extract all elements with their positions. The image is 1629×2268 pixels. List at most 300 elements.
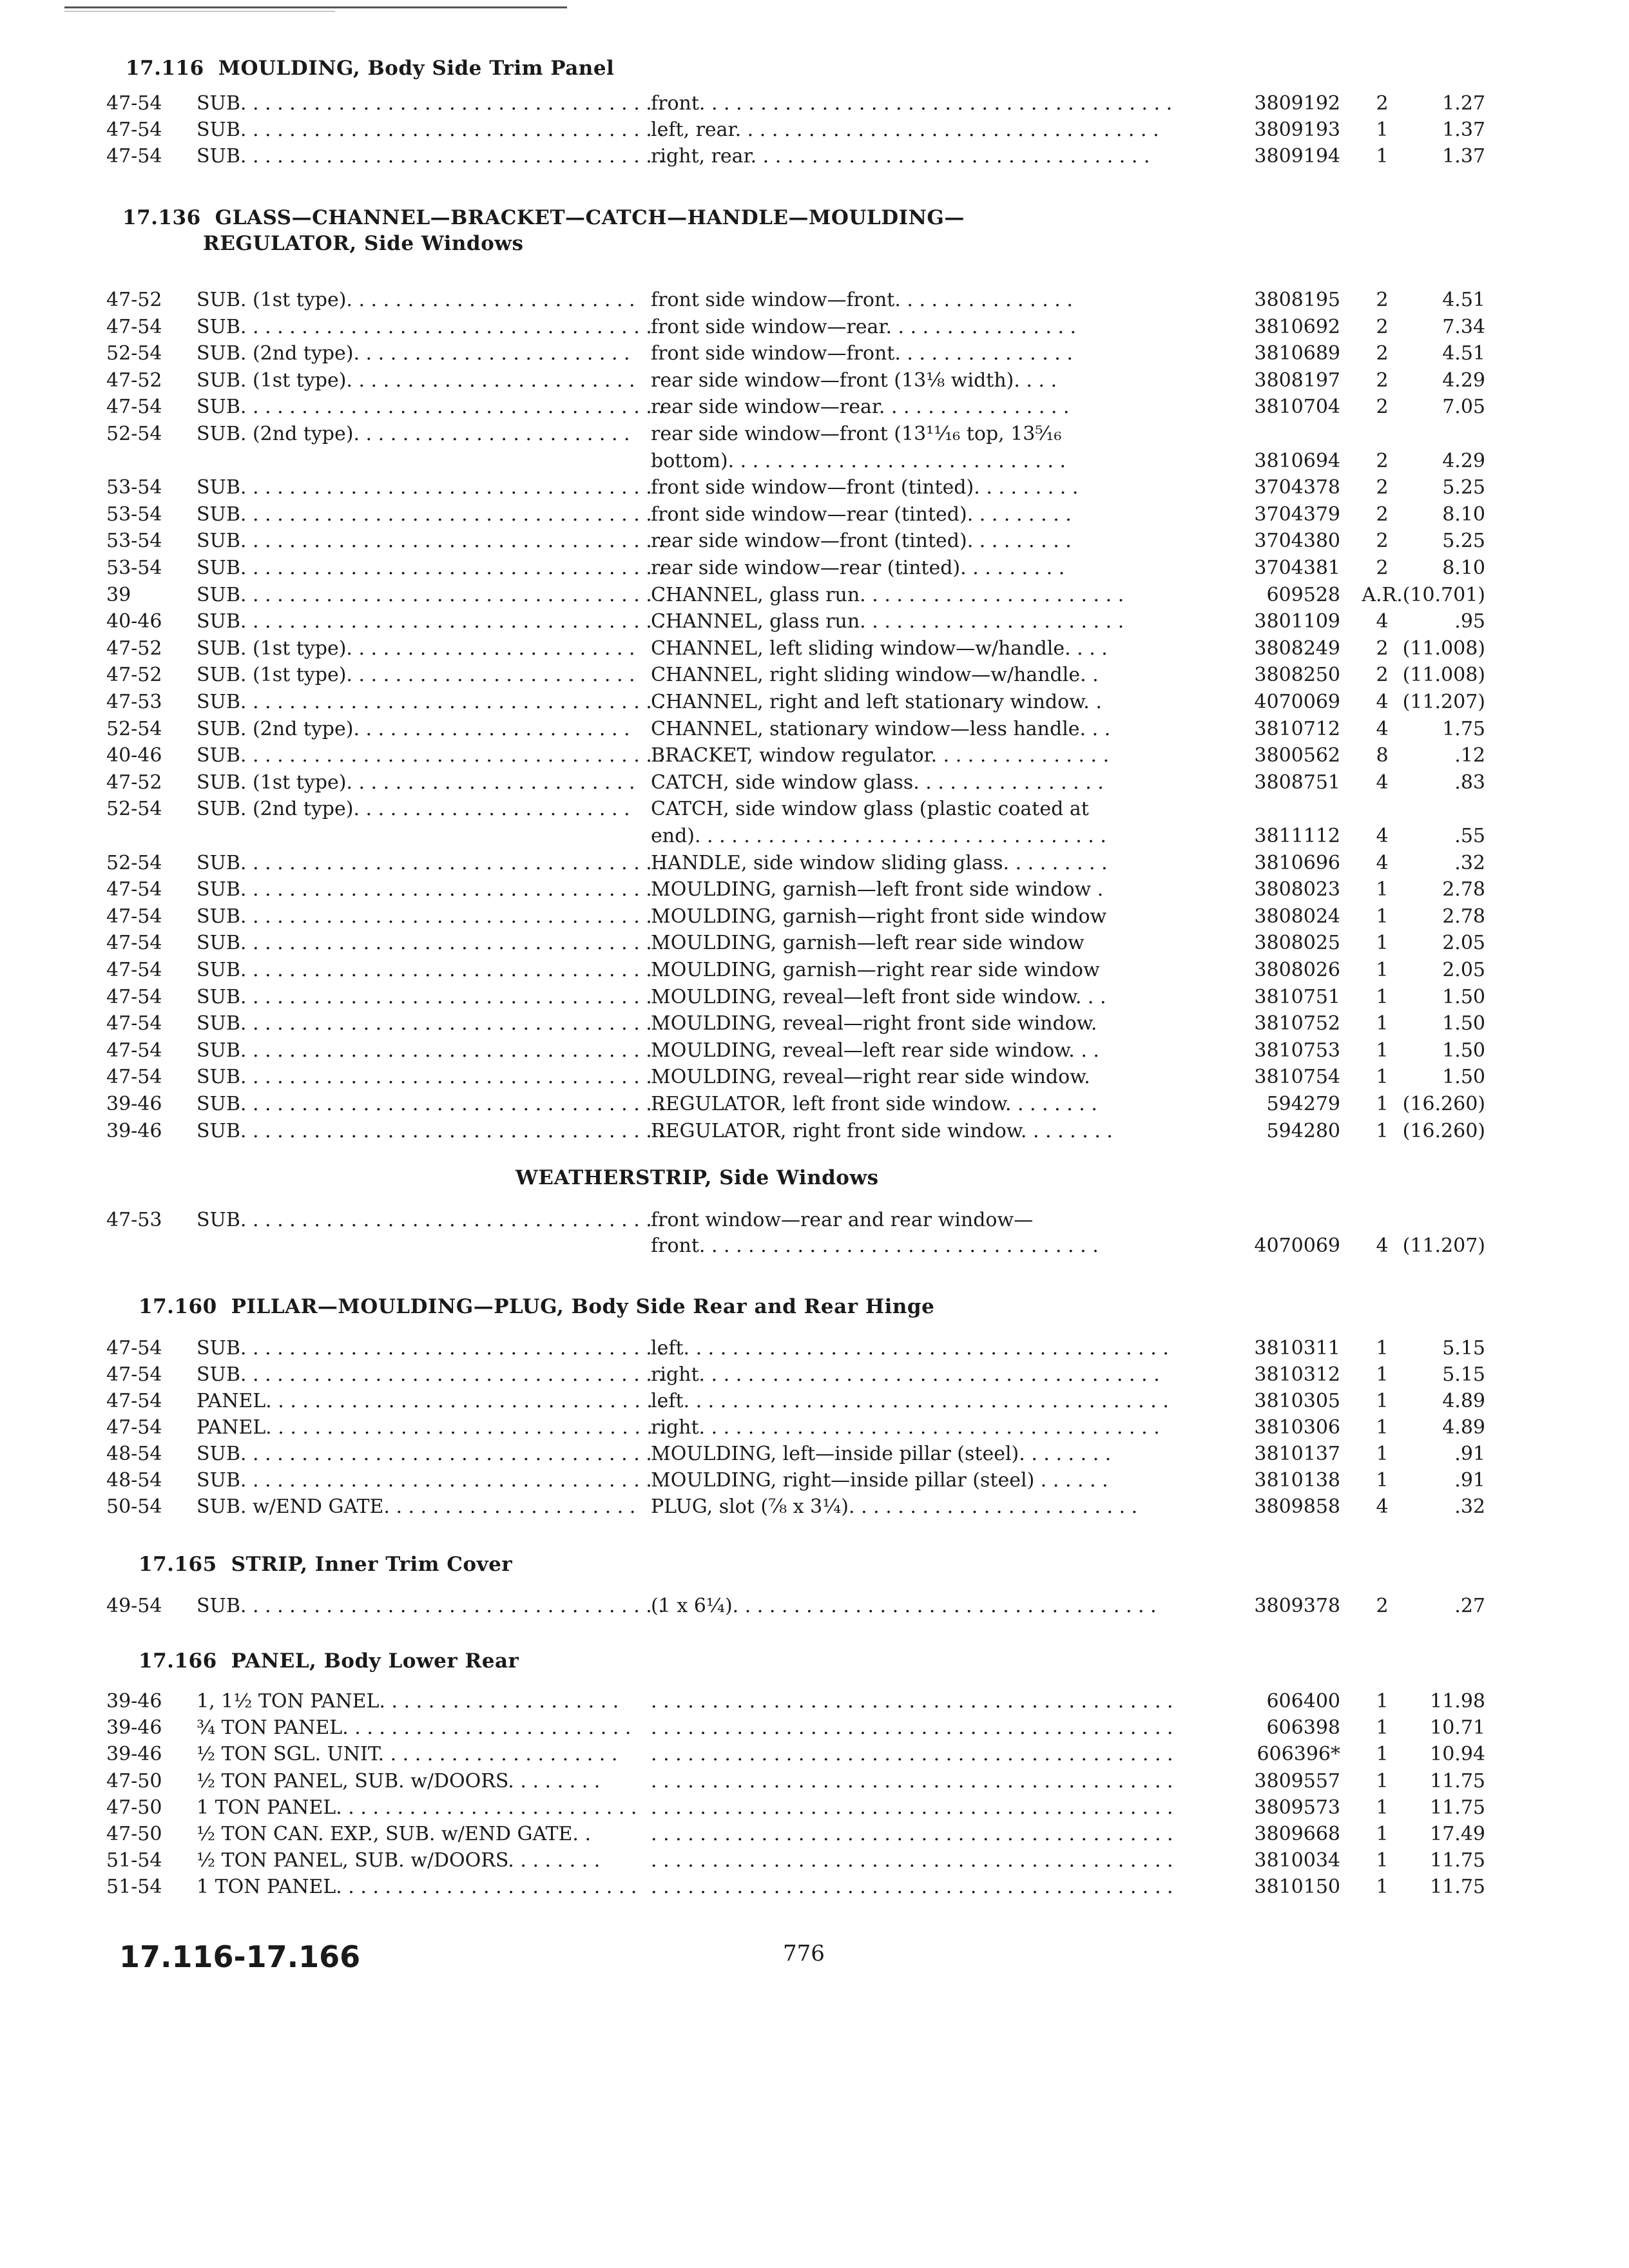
price: 4.29 [1442, 369, 1485, 392]
table-row [97, 394, 1485, 420]
part-number: 609528 [1266, 583, 1340, 606]
price: 5.25 [1442, 476, 1485, 499]
price: .27 [1454, 1595, 1485, 1617]
table-row [97, 582, 1485, 608]
quantity: 1 [1376, 1390, 1389, 1412]
table-row [97, 501, 1485, 528]
model: SUB. . . . . . . . . . . . . . . . . . . . . . . . . . . . . . . . . . . [197, 557, 664, 579]
table-row [97, 1494, 1485, 1520]
part-number: 3808249 [1254, 637, 1340, 660]
quantity: 8 [1376, 744, 1389, 767]
model: SUB. (2nd type). . . . . . . . . . . . . . . . . . . . . . . [197, 717, 630, 740]
year-range: 47-54 [106, 1337, 162, 1360]
table-row [97, 314, 1485, 340]
model: 1 TON PANEL. . . . . . . . . . . . . . . . . . . . . . . . . [197, 1796, 637, 1819]
quantity: 1 [1376, 1743, 1389, 1766]
quantity: 2 [1376, 92, 1389, 115]
price: .55 [1454, 825, 1485, 847]
price: 5.15 [1442, 1337, 1485, 1360]
table-row [97, 1688, 1485, 1715]
part-description: front window—rear and rear window— [651, 1209, 1034, 1231]
year-range: 47-50 [106, 1796, 162, 1819]
part-number: 3810752 [1254, 1012, 1340, 1035]
model: SUB. . . . . . . . . . . . . . . . . . . . . . . . . . . . . . . . . . . [197, 851, 664, 874]
table-row [97, 1768, 1485, 1794]
part-number: 3801109 [1254, 610, 1340, 633]
table-row [97, 421, 1482, 447]
section-title: STRIP, Inner Trim Cover [231, 1553, 513, 1576]
price: (11.008) [1402, 664, 1485, 687]
table-row [97, 367, 1485, 394]
part-description: CATCH, side window glass (plastic coated at [651, 798, 1089, 821]
part-description: CHANNEL, right sliding window—w/handle. . [651, 664, 1099, 687]
table-row [97, 1361, 1485, 1388]
part-number: 3808751 [1254, 771, 1340, 794]
part-number: 3810137 [1254, 1443, 1340, 1465]
part-number: 3810689 [1254, 342, 1340, 365]
model: SUB. . . . . . . . . . . . . . . . . . . . . . . . . . . . . . . . . . . [197, 744, 664, 767]
price: 1.50 [1442, 1066, 1485, 1089]
quantity: 2 [1376, 557, 1389, 579]
table-row [97, 1874, 1485, 1900]
year-range: 47-54 [106, 396, 162, 419]
section-number: 17.116 [126, 57, 204, 80]
part-number: 3704378 [1254, 476, 1340, 499]
part-number: 3810138 [1254, 1469, 1340, 1492]
year-range: 47-52 [106, 289, 162, 311]
quantity: 4 [1376, 717, 1389, 740]
part-description: . . . . . . . . . . . . . . . . . . . . . . . . . . . . . . . . . . . . . . . . . . . [651, 1796, 1173, 1819]
quantity: 1 [1376, 1039, 1389, 1062]
price: 11.75 [1430, 1849, 1485, 1872]
part-description: front side window—rear (tinted). . . . . . . . . [651, 503, 1072, 526]
price: 11.75 [1430, 1769, 1485, 1792]
price: 11.75 [1430, 1876, 1485, 1899]
table-row [97, 608, 1485, 635]
year-range: 47-54 [106, 1066, 162, 1089]
part-description: (1 x 6¼). . . . . . . . . . . . . . . . . . . . . . . . . . . . . . . . . . . [651, 1595, 1157, 1617]
price: 5.15 [1442, 1363, 1485, 1386]
part-number: 3808024 [1254, 905, 1340, 928]
table-row [97, 1091, 1485, 1117]
quantity: 2 [1376, 315, 1389, 338]
part-number: 3809557 [1254, 1769, 1340, 1792]
table-row [97, 1037, 1485, 1064]
quantity: 1 [1376, 1363, 1389, 1386]
table-row [97, 1010, 1485, 1037]
year-range: 47-54 [106, 932, 162, 955]
model: PANEL. . . . . . . . . . . . . . . . . . . . . . . . . . . . . . . . . [197, 1390, 666, 1412]
table-row [97, 662, 1485, 688]
price: 4.89 [1442, 1390, 1485, 1412]
price: .83 [1454, 771, 1485, 794]
table-row [97, 340, 1485, 367]
year-range: 47-54 [106, 959, 162, 981]
part-description: rear side window—front (13⅛ width). . . . [651, 369, 1057, 392]
table-row [97, 796, 1482, 822]
table-row [97, 1741, 1485, 1767]
price: 1.27 [1442, 92, 1485, 115]
part-description: CHANNEL, right and left stationary window. . [651, 691, 1102, 713]
price: 1.37 [1442, 119, 1485, 141]
table-row [97, 957, 1485, 983]
table-row [97, 1715, 1485, 1741]
price: 4.29 [1442, 449, 1485, 472]
quantity: 2 [1376, 664, 1389, 687]
model: SUB. . . . . . . . . . . . . . . . . . . . . . . . . . . . . . . . . . . [197, 932, 664, 955]
section-heading [139, 1295, 934, 1318]
part-description: front. . . . . . . . . . . . . . . . . . . . . . . . . . . . . . . . . . . . . . . [651, 92, 1173, 115]
price: 8.10 [1442, 557, 1485, 579]
table-row [97, 474, 1485, 501]
quantity: 1 [1376, 1823, 1389, 1845]
section-number: 17.136 [122, 206, 201, 229]
part-description: left. . . . . . . . . . . . . . . . . . . . . . . . . . . . . . . . . . . . . . . . [651, 1390, 1169, 1412]
table-row [97, 742, 1485, 769]
model: SUB. . . . . . . . . . . . . . . . . . . . . . . . . . . . . . . . . . . [197, 691, 664, 713]
table-row [97, 1118, 1485, 1144]
part-description: PLUG, slot (⅞ x 3¼). . . . . . . . . . . . . . . . . . . . . . . . [651, 1495, 1138, 1518]
section-range: 17.116-17.166 [119, 1939, 361, 1974]
year-range: 52-54 [106, 423, 162, 445]
price: 8.10 [1442, 503, 1485, 526]
year-range: 47-53 [106, 691, 162, 713]
part-number: 3808250 [1254, 664, 1340, 687]
table-row [97, 903, 1485, 930]
section-number: 17.160 [139, 1295, 217, 1318]
model: SUB. (2nd type). . . . . . . . . . . . . . . . . . . . . . . [197, 798, 630, 821]
year-range: 39-46 [106, 1690, 162, 1713]
model: SUB. . . . . . . . . . . . . . . . . . . . . . . . . . . . . . . . . . . [197, 119, 664, 141]
part-description: front side window—front. . . . . . . . . . . . . . . [651, 289, 1073, 311]
part-number: 3810311 [1254, 1337, 1340, 1360]
part-number: 3810312 [1254, 1363, 1340, 1386]
model: SUB. . . . . . . . . . . . . . . . . . . . . . . . . . . . . . . . . . . [197, 145, 664, 168]
year-range: 51-54 [106, 1849, 162, 1872]
table-row [97, 716, 1485, 742]
part-number: 3800562 [1254, 744, 1340, 767]
part-description: rear side window—front (tinted). . . . . . . . . [651, 530, 1072, 553]
table-row [97, 287, 1485, 313]
section-title: PANEL, Body Lower Rear [231, 1649, 519, 1673]
year-range: 47-54 [106, 92, 162, 115]
section-heading [122, 206, 965, 229]
price: 11.75 [1430, 1796, 1485, 1819]
part-number: 594280 [1266, 1119, 1340, 1142]
price: .32 [1454, 1495, 1485, 1518]
year-range: 39-46 [106, 1716, 162, 1740]
quantity: 2 [1376, 530, 1389, 553]
price: 2.05 [1442, 959, 1485, 981]
year-range: 39-46 [106, 1743, 162, 1766]
table-row [97, 1388, 1485, 1414]
quantity: 1 [1376, 959, 1389, 981]
quantity: 1 [1376, 1769, 1389, 1792]
section-title: GLASS—CHANNEL—BRACKET—CATCH—HANDLE—MOULDING— [215, 206, 965, 229]
model: SUB. (2nd type). . . . . . . . . . . . . . . . . . . . . . . [197, 423, 630, 445]
model: SUB. . . . . . . . . . . . . . . . . . . . . . . . . . . . . . . . . . . [197, 1119, 664, 1142]
year-range: 53-54 [106, 476, 162, 499]
model: SUB. (1st type). . . . . . . . . . . . . . . . . . . . . . . . [197, 369, 635, 392]
page-number: 776 [783, 1941, 825, 1966]
price: .32 [1454, 851, 1485, 874]
part-description: right. . . . . . . . . . . . . . . . . . . . . . . . . . . . . . . . . . . . . . [651, 1363, 1160, 1386]
part-number: 3810692 [1254, 315, 1340, 338]
part-description: CHANNEL, stationary window—less handle. . . [651, 717, 1111, 740]
part-number: 3810712 [1254, 717, 1340, 740]
year-range: 47-54 [106, 1390, 162, 1412]
model: SUB. . . . . . . . . . . . . . . . . . . . . . . . . . . . . . . . . . . [197, 1443, 664, 1465]
price: 4.89 [1442, 1416, 1485, 1439]
year-range: 52-54 [106, 717, 162, 740]
part-description: HANDLE, side window sliding glass. . . . . . . . . [651, 851, 1108, 874]
section-number: 17.165 [139, 1553, 217, 1576]
quantity: 2 [1376, 449, 1389, 472]
table-row [97, 1335, 1485, 1361]
quantity: 1 [1376, 878, 1389, 901]
part-description: . . . . . . . . . . . . . . . . . . . . . . . . . . . . . . . . . . . . . . . . . . . [651, 1823, 1173, 1845]
price: .95 [1454, 610, 1485, 633]
year-range: 47-52 [106, 369, 162, 392]
table-row [97, 1207, 1482, 1233]
table-row [97, 769, 1485, 796]
part-number: 3810753 [1254, 1039, 1340, 1062]
quantity: 4 [1376, 1495, 1389, 1518]
price: 7.05 [1442, 396, 1485, 419]
quantity: 1 [1376, 1876, 1389, 1899]
model: SUB. . . . . . . . . . . . . . . . . . . . . . . . . . . . . . . . . . . [197, 92, 664, 115]
model: SUB. (1st type). . . . . . . . . . . . . . . . . . . . . . . . [197, 664, 635, 687]
section-title: MOULDING, Body Side Trim Panel [218, 57, 615, 80]
part-number: 3809668 [1254, 1823, 1340, 1845]
quantity: 1 [1376, 985, 1389, 1008]
price: .91 [1454, 1469, 1485, 1492]
price: 7.34 [1442, 315, 1485, 338]
part-number: 4070069 [1254, 1235, 1340, 1257]
price: 10.71 [1430, 1716, 1485, 1740]
year-range: 47-54 [106, 145, 162, 168]
year-range: 51-54 [106, 1876, 162, 1899]
part-description: MOULDING, reveal—right rear side window. [651, 1066, 1090, 1089]
model: SUB. . . . . . . . . . . . . . . . . . . . . . . . . . . . . . . . . . . [197, 1469, 664, 1492]
part-description: MOULDING, garnish—right rear side window [651, 959, 1100, 981]
quantity: 1 [1376, 119, 1389, 141]
section-heading [139, 1649, 519, 1673]
part-description: front side window—front. . . . . . . . . . . . . . . [651, 342, 1073, 365]
year-range: 52-54 [106, 851, 162, 874]
part-description: rear side window—front (13¹¹⁄₁₆ top, 13⁵⁄₁₆ [651, 423, 1062, 445]
year-range: 47-54 [106, 1012, 162, 1035]
year-range: 47-52 [106, 637, 162, 660]
part-number: 3808195 [1254, 289, 1340, 311]
table-row [97, 143, 1485, 169]
section-title: PILLAR—MOULDING—PLUG, Body Side Rear and Rear Hinge [231, 1295, 935, 1318]
quantity: 2 [1376, 1595, 1389, 1617]
quantity: 1 [1376, 145, 1389, 168]
model: ½ TON SGL. UNIT. . . . . . . . . . . . . . . . . . . . [197, 1743, 618, 1766]
part-description: front side window—rear. . . . . . . . . . . . . . . . [651, 315, 1077, 338]
quantity: 1 [1376, 1849, 1389, 1872]
quantity: 4 [1376, 851, 1389, 874]
part-description: . . . . . . . . . . . . . . . . . . . . . . . . . . . . . . . . . . . . . . . . . . . [651, 1769, 1173, 1792]
table-row [97, 1467, 1485, 1494]
model: 1, 1½ TON PANEL. . . . . . . . . . . . . . . . . . . . [197, 1690, 619, 1713]
year-range: 48-54 [106, 1443, 162, 1465]
quantity: 2 [1376, 289, 1389, 311]
year-range: 47-50 [106, 1769, 162, 1792]
model: SUB. . . . . . . . . . . . . . . . . . . . . . . . . . . . . . . . . . . [197, 530, 664, 553]
year-range: 49-54 [106, 1595, 162, 1617]
model: SUB. . . . . . . . . . . . . . . . . . . . . . . . . . . . . . . . . . . [197, 583, 664, 606]
price: (16.260) [1402, 1119, 1485, 1142]
year-range: 47-54 [106, 905, 162, 928]
year-range: 47-52 [106, 664, 162, 687]
table-row [97, 1233, 1485, 1259]
year-range: 39 [106, 583, 131, 606]
price: 2.78 [1442, 878, 1485, 901]
part-description: . . . . . . . . . . . . . . . . . . . . . . . . . . . . . . . . . . . . . . . . . . . [651, 1716, 1173, 1740]
quantity: 1 [1376, 1337, 1389, 1360]
price: 1.75 [1442, 717, 1485, 740]
table-row [97, 984, 1485, 1010]
year-range: 40-46 [106, 744, 162, 767]
model: SUB. . . . . . . . . . . . . . . . . . . . . . . . . . . . . . . . . . . [197, 1209, 664, 1231]
part-number: 3810150 [1254, 1876, 1340, 1899]
part-number: 3810034 [1254, 1849, 1340, 1872]
part-description: REGULATOR, left front side window. . . . . . . . [651, 1093, 1097, 1115]
part-description: MOULDING, garnish—right front side window [651, 905, 1107, 928]
quantity: 2 [1376, 396, 1389, 419]
price: 1.50 [1442, 1039, 1485, 1062]
model: SUB. . . . . . . . . . . . . . . . . . . . . . . . . . . . . . . . . . . [197, 959, 664, 981]
part-description: CHANNEL, glass run. . . . . . . . . . . . . . . . . . . . . . [651, 610, 1124, 633]
table-row [97, 1794, 1485, 1821]
part-description: right. . . . . . . . . . . . . . . . . . . . . . . . . . . . . . . . . . . . . . [651, 1416, 1160, 1439]
model: ½ TON PANEL, SUB. w/DOORS. . . . . . . . [197, 1849, 601, 1872]
part-description: MOULDING, reveal—left front side window. . . [651, 985, 1106, 1008]
part-description: MOULDING, left—inside pillar (steel). . . . . . . . [651, 1443, 1112, 1465]
part-number: 3808197 [1254, 369, 1340, 392]
table-row [97, 823, 1485, 849]
model: SUB. . . . . . . . . . . . . . . . . . . . . . . . . . . . . . . . . . . [197, 1363, 664, 1386]
model: SUB. (1st type). . . . . . . . . . . . . . . . . . . . . . . . [197, 771, 635, 794]
part-description: right, rear. . . . . . . . . . . . . . . . . . . . . . . . . . . . . . . . . [651, 145, 1150, 168]
table-row [97, 689, 1485, 715]
section-heading [139, 1553, 512, 1576]
year-range: 52-54 [106, 342, 162, 365]
part-number: 3810751 [1254, 985, 1340, 1008]
quantity: 1 [1376, 1690, 1389, 1713]
part-description: MOULDING, reveal—right front side window. [651, 1012, 1097, 1035]
part-description: . . . . . . . . . . . . . . . . . . . . . . . . . . . . . . . . . . . . . . . . . . . [651, 1876, 1173, 1899]
price: (11.207) [1402, 1235, 1485, 1257]
quantity: 2 [1376, 369, 1389, 392]
year-range: 52-54 [106, 798, 162, 821]
part-description: end). . . . . . . . . . . . . . . . . . . . . . . . . . . . . . . . . . [651, 825, 1106, 847]
quantity: 2 [1376, 342, 1389, 365]
year-range: 40-46 [106, 610, 162, 633]
price: (16.260) [1402, 1093, 1485, 1115]
table-row [97, 876, 1485, 903]
quantity: 1 [1376, 1469, 1389, 1492]
part-number: 3810305 [1254, 1390, 1340, 1412]
model: SUB. . . . . . . . . . . . . . . . . . . . . . . . . . . . . . . . . . . [197, 878, 664, 901]
table-row [97, 1441, 1485, 1467]
table-row [97, 1414, 1485, 1441]
part-description: rear side window—rear (tinted). . . . . . . . . [651, 557, 1065, 579]
part-description: front. . . . . . . . . . . . . . . . . . . . . . . . . . . . . . . . . [651, 1235, 1099, 1257]
year-range: 47-54 [106, 1416, 162, 1439]
part-number: 606400 [1266, 1690, 1340, 1713]
price: 2.05 [1442, 932, 1485, 955]
price: 1.37 [1442, 145, 1485, 168]
section-title-continued: REGULATOR, Side Windows [203, 232, 524, 255]
part-description: rear side window—rear. . . . . . . . . . . . . . . . [651, 396, 1070, 419]
part-number: 3808026 [1254, 959, 1340, 981]
part-number: 606396* [1257, 1743, 1340, 1766]
part-number: 3704381 [1254, 557, 1340, 579]
part-number: 3810704 [1254, 396, 1340, 419]
part-number: 3809573 [1254, 1796, 1340, 1819]
model: SUB. . . . . . . . . . . . . . . . . . . . . . . . . . . . . . . . . . . [197, 1595, 664, 1617]
model: SUB. . . . . . . . . . . . . . . . . . . . . . . . . . . . . . . . . . . [197, 1012, 664, 1035]
part-number: 3809378 [1254, 1595, 1340, 1617]
quantity: 1 [1376, 1093, 1389, 1115]
table-row [97, 1593, 1485, 1619]
model: SUB. . . . . . . . . . . . . . . . . . . . . . . . . . . . . . . . . . . [197, 905, 664, 928]
part-number: 3810306 [1254, 1416, 1340, 1439]
price: 5.25 [1442, 530, 1485, 553]
price: 17.49 [1430, 1823, 1485, 1845]
part-number: 3808023 [1254, 878, 1340, 901]
quantity: 1 [1376, 1012, 1389, 1035]
quantity: 1 [1376, 1416, 1389, 1439]
top-rule [64, 6, 567, 8]
quantity: 1 [1376, 1119, 1389, 1142]
year-range: 47-50 [106, 1823, 162, 1845]
model: SUB. . . . . . . . . . . . . . . . . . . . . . . . . . . . . . . . . . . [197, 1039, 664, 1062]
quantity: 4 [1376, 1235, 1389, 1257]
part-number: 3810694 [1254, 449, 1340, 472]
price: (10.701) [1402, 583, 1485, 606]
table-row [97, 555, 1485, 581]
part-number: 3704379 [1254, 503, 1340, 526]
model: SUB. . . . . . . . . . . . . . . . . . . . . . . . . . . . . . . . . . . [197, 1337, 664, 1360]
price: 1.50 [1442, 985, 1485, 1008]
part-description: MOULDING, right—inside pillar (steel) . . . . . . [651, 1469, 1108, 1492]
part-number: 3810696 [1254, 851, 1340, 874]
part-number: 3808025 [1254, 932, 1340, 955]
year-range: 47-54 [106, 985, 162, 1008]
table-row [97, 90, 1485, 117]
model: ½ TON CAN. EXP., SUB. w/END GATE. . [197, 1823, 591, 1845]
table-row [97, 117, 1485, 143]
part-description: BRACKET, window regulator. . . . . . . . . . . . . . . [651, 744, 1110, 767]
table-row [97, 448, 1485, 474]
model: 1 TON PANEL. . . . . . . . . . . . . . . . . . . . . . . . . [197, 1876, 637, 1899]
part-number: 594279 [1266, 1093, 1340, 1115]
part-description: front side window—front (tinted). . . . . . . . . [651, 476, 1079, 499]
part-description: CHANNEL, left sliding window—w/handle. . . . [651, 637, 1108, 660]
model: SUB. w/END GATE. . . . . . . . . . . . . . . . . . . . . [197, 1495, 636, 1518]
quantity: A.R. [1362, 583, 1403, 606]
model: ½ TON PANEL, SUB. w/DOORS. . . . . . . . [197, 1769, 601, 1792]
model: SUB. (1st type). . . . . . . . . . . . . . . . . . . . . . . . [197, 289, 635, 311]
year-range: 47-54 [106, 119, 162, 141]
price: .12 [1454, 744, 1485, 767]
model: SUB. . . . . . . . . . . . . . . . . . . . . . . . . . . . . . . . . . . [197, 315, 664, 338]
model: SUB. . . . . . . . . . . . . . . . . . . . . . . . . . . . . . . . . . . [197, 1093, 664, 1115]
